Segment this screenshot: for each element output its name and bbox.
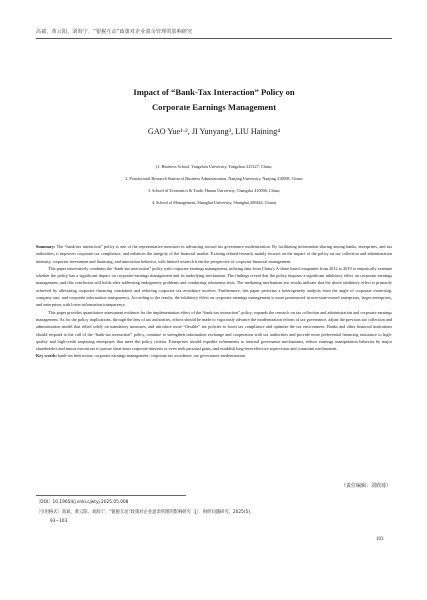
summary-label: Summary: <box>36 244 56 249</box>
header-divider <box>36 38 392 39</box>
keywords-text: bank-tax interaction; corporate earnings management; corporate tax avoidance; tax governance modernization <box>57 353 246 359</box>
title-line-2: Corporate Earnings Management <box>151 102 277 112</box>
affiliation-4: 4. School of Management, Shanghai University, Shanghai 200444, China) <box>151 200 277 205</box>
affiliation-3: 3. School of Economics & Trade, Hunan University, Changsha 410006, China; <box>147 188 281 193</box>
footnote-divider <box>36 495 186 496</box>
abstract-paragraph-1 <box>36 243 392 265</box>
abstract <box>36 243 392 360</box>
doi-line: ［DOI］10.19654/j.cnki.cjwtyj.2025.05.008 <box>36 500 129 505</box>
abstract-p1-text: The “bank-tax interaction” policy is one of the representative measures in advancing toward tax governance modernization. By facilitating information sharing among banks, enterprises, and tax authorities, it improves corporate tax compliance, and enhances the integrity of the financial market. Existing related research mainly focuses on the impact of the policy on tax collection and administration intensity, corporate investment and financing, and innovation behavior, with limited research from the perspective of corporate financial management. <box>36 244 392 264</box>
abstract-paragraph-2: This paper innovatively combines the “bank-tax interaction” policy with corporate earnings management, utilizing data from China’s A-share listed companies from 2012 to 2019 to empirically examine whether the policy has a significant impact on corporate earnings management and its underlying mechanism. The findings reveal that the policy imposes a significant inhibitory effect on corporate earnings management, and this conclusion still holds after addressing endogeneity problems and conducting robustness tests. The mediating mechanism test results indicate that the above inhibitory effect is primarily achieved by alleviating corporate financing constraints and reducing corporate tax avoidance motives. Furthermore, this paper performs a heterogeneity analysis from the angle of corporate ownership, company size, and corporate information transparency. According to the results, the inhibitory effect on corporate earnings management is more pronounced in non-state-owned enterprises, larger enterprises, and enterprises with lower information transparency. <box>36 265 392 308</box>
citation-line-1: ［引用格式］高斌，黄云阳，刘海宁．“银税互动”政策对企业盈余管理的影响研究［J］．财经问题研究，2025(5)： <box>36 510 255 515</box>
title-line-1: Impact of “Bank-Tax Interaction” Policy on <box>133 87 295 97</box>
running-head: 高斌，黄云阳，刘海宁．“银税互动”政策对企业盈余管理的影响研究 <box>36 29 193 35</box>
keywords-label: Key words: <box>36 353 57 359</box>
paper-title <box>36 85 392 115</box>
keywords-line <box>36 352 392 359</box>
affiliation-1: (1. Business School, Yangzhou University, Yangzhou 225127, China; <box>156 164 272 169</box>
citation-line-2: 93−103. <box>50 519 69 524</box>
affiliation-2: 2. Postdoctoral Research Station of Business Administration, Nanjing University, Nanjing 210008, China; <box>125 176 303 181</box>
abstract-paragraph-3: This paper provides quantitative assessment evidence for the implementation effect of the “bank-tax interaction” policy, expands the research on tax collection and administration and corporate earnings management. As for the policy implications, through the lens of tax authorities, efforts should be made to vigorously advance the modernization reform of tax governance, adjust the previous tax collection and administration model that relied solely on mandatory measures, and introduce more “flexible” tax policies to boost tax compliance and optimize the tax environment. Banks and other financial institutions should respond to the call of the “bank-tax interaction” policy, continue to strengthen information exchange and cooperation with tax authorities and provide more preferential financing assistance to high-quality and high-credit taxpaying enterprises that meet the policy criteria. Enterprises should expedite refinements to internal governance mechanisms, reduce earnings manipulation behavior by major shareholders and senior executives to pursue short-term corporate interests or even seek personal gains, and establish long-term effective supervision and constraint mechanisms. <box>36 309 392 352</box>
page-number: 103 <box>376 537 384 542</box>
editor-note: （责任编辑：刘欣琦） <box>340 483 391 489</box>
author-list: GAO Yue¹·², JI Yunyang³, LIU Haining⁴ <box>147 127 281 136</box>
